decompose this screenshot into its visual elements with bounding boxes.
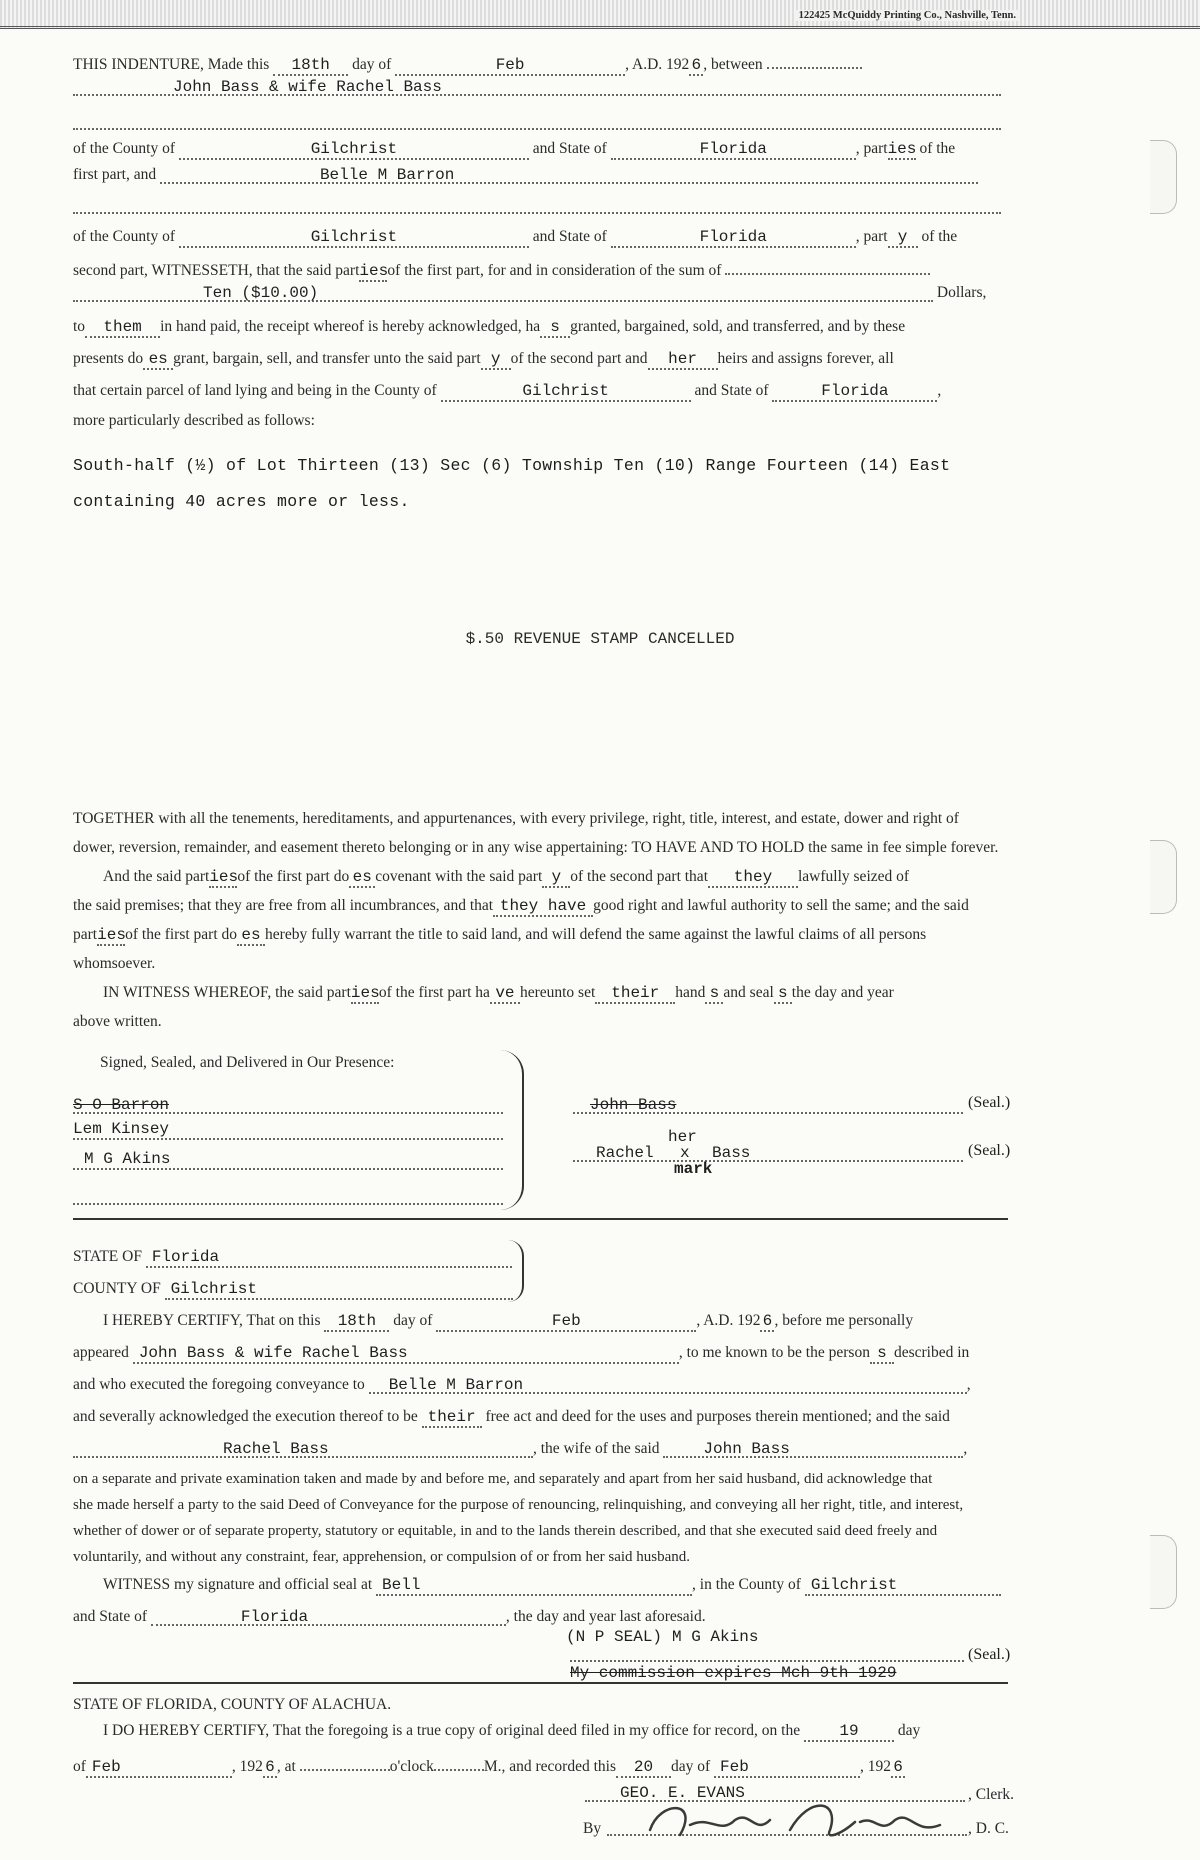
printer-imprint: 122425 McQuiddy Printing Co., Nashville, Tenn. <box>795 10 1020 21</box>
notary-signature: M G Akins <box>672 1628 759 1646</box>
ack-wife: Rachel Bass <box>73 1441 533 1458</box>
ack-husband: John Bass <box>663 1441 963 1458</box>
parcel-line: that certain parcel of land lying and being in the County of Gilchrist and State of Florida , <box>73 382 942 400</box>
grantee: Belle M Barron <box>160 167 978 184</box>
indenture-date-line: THIS INDENTURE, Made this 18th day of Feb , A.D. 192 6 , between <box>73 50 1008 76</box>
witness-signature: M G Akins <box>84 1150 171 1168</box>
punch-hole <box>1150 840 1177 914</box>
indenture-year: 6 <box>689 57 703 76</box>
ack-certify-line: I HEREBY CERTIFY, That on this 18th day of Feb , A.D. 192 6 , before me personally <box>103 1312 914 1330</box>
punch-hole <box>1150 1535 1177 1609</box>
ack-state-day-line: and State of Florida , the day and year last aforesaid. <box>73 1608 706 1626</box>
ack-county-line: COUNTY OF Gilchrist <box>73 1280 1008 1300</box>
ack-wife-line: Rachel Bass , the wife of the said John Bass , <box>73 1440 1008 1458</box>
second-party-county-line: of the County of Gilchrist and State of Florida , part y of the <box>73 228 958 246</box>
ack-state-line: STATE OF Florida <box>73 1248 1008 1268</box>
revenue-stamp-note: $.50 REVENUE STAMP CANCELLED <box>465 630 735 648</box>
sum-line: Ten ($10.00) Dollars, <box>73 284 1008 302</box>
ack-appeared-line: appeared John Bass & wife Rachel Bass , to me known to be the person s described in <box>73 1344 970 1362</box>
ack-witness-line: WITNESS my signature and official seal at Bell , in the County of Gilchrist <box>103 1576 1008 1596</box>
notary-commission: My commission expires Mch 9th 1929 <box>570 1664 897 1682</box>
section-divider <box>73 1218 1008 1220</box>
deputy-clerk-signature <box>640 1790 960 1850</box>
clerk-name: GEO. E. EVANS <box>620 1784 745 1802</box>
grantee-line: first part, and Belle M Barron <box>73 166 1008 184</box>
grantors-line <box>73 78 1008 96</box>
recording-date-line: of Feb , 192 6 , at o'clock M., and recorded this 20 day of Feb , 192 6 <box>73 1752 1008 1778</box>
described-line: more particularly described as follows: <box>73 412 315 429</box>
legal-description <box>73 448 1008 520</box>
witness-signature: Lem Kinsey <box>73 1120 170 1138</box>
receipt-line: to them in hand paid, the receipt whereof is hereby acknowledged, ha s granted, bargained, sold, and transferred, and by these <box>73 318 906 336</box>
consideration-sum: Ten ($10.00) <box>73 285 933 302</box>
ack-executed-line: and who executed the foregoing conveyance to Belle M Barron , <box>73 1376 971 1394</box>
ack-grantee: Belle M Barron <box>369 1377 967 1394</box>
signature-brace <box>500 1050 524 1210</box>
first-party-county-line: of the County of Gilchrist and State of Florida , parties of the <box>73 140 956 158</box>
notary-seal-mark: (N P SEAL) <box>566 1628 663 1646</box>
legal-description-line: South-half (½) of Lot Thirteen (13) Sec (6) Township Ten (10) Range Fourteen (14) East <box>73 456 951 475</box>
ack-place: Bell <box>376 1577 692 1596</box>
legal-description-line: containing 40 acres more or less. <box>73 492 410 511</box>
parcel-state: Florida <box>772 383 937 402</box>
page-top-border <box>0 0 1200 29</box>
recording-heading: STATE OF FLORIDA, COUNTY OF ALACHUA. <box>73 1696 392 1713</box>
punch-hole <box>1150 140 1177 214</box>
grantor-signature: John Bass <box>590 1096 677 1114</box>
grantor-signature: Rachel <box>596 1144 654 1162</box>
ack-state: Florida <box>146 1249 512 1268</box>
signed-sealed-label: Signed, Sealed, and Delivered in Our Presence: <box>100 1054 395 1071</box>
second-party-county: Gilchrist <box>179 229 529 248</box>
ack-examination-text: on a separate and private examination taken and made by and before me, and separately and apart from her said husband, did acknowledge that she made herself a party to the said Deed of Conveyance for the purpose of renouncing, relinquishing, and conveying all her right, title, and interest, whether of dower or of separate property, statutory or equitable, in and to the lands therein described, and that she executed said deed freely and voluntarily, and without any constraint, fear, apprehension, or compulsion of or from her said husband. <box>73 1471 964 1565</box>
witness-signature: S O Barron <box>73 1096 170 1114</box>
ack-persons: John Bass & wife Rachel Bass <box>133 1345 679 1364</box>
parcel-county: Gilchrist <box>441 383 691 402</box>
first-party-state: Florida <box>611 141 856 160</box>
deed-page: 122425 McQuiddy Printing Co., Nashville, Tenn. THIS INDENTURE, Made this 18th day of Feb , A.D. 192 6 , between John Bass & wife Rachel Bass of the County of Gilchrist and State of Florida , parties of the first part, and Belle M Barron of the County of Gilchrist and State of Florida , part y of the second part, WITNESSETH, that the said partiesof the first part, for and in consideration of the sum of Ten ($10.00) Dollars, to them in hand paid, the receipt whereof is hereby acknowledged, ha s granted, bargained, sold, and transferred, and by these presents do es grant, bargain, sell, and transfer unto the said part y of the second part and her heirs and assigns forever, all that certain parcel of land lying and being in the County of Gilchrist and State of Florida , more particularly described as follows: South-half (½) of Lot Thirteen (13) Sec (6) Township Ten (10) Range Fourteen (14) East containing 40 acres more or less. $.50 REVENUE STAMP CANCELLED TOGETHER with all the tenements, hereditaments, and appurtenances, with every privilege, right, title, interest, and estate, dower and right of dower, reversion, remainder, and easement thereto belonging or in any wise appertaining: TO HAVE AND TO HOLD the same in fee simple forever. And the said partiesof the first part do es covenant with the said part y of the second part that they lawfully seized of the said premises; that they are free from all incumbrances, and that they have good right and lawful authority to sell the same; and the said partiesof the first part do es hereby fully warrant the title to said land, and will defend the same against the lawful claims of all persons whomsoever. IN WITNESS WHEREOF, the said partiesof the first part ha ve hereunto set their hand s and seal s the day and year above written. Signed, Sealed, and Delivered in Our Presence: S O Barron Lem Kinsey M G Akins John Bass (Seal.) her Rachel x Bass mark (Seal.) STATE OF Florida COUNTY OF Gilchrist I HEREBY CERTIFY, That on this 18th day of Feb , A.D. 192 6 , before me personally appeared John Bass & wife Rachel Bass , to me known to be the person s described in and who executed the foregoing conveyance to Belle M Barron , and severally acknowledged the execution thereof to be their free act and deed for the uses and purposes therein mentioned; and the said Rachel Bass , the wife of the said John Bass , on a separate and private examination taken and made by and before me, and separately and apart from her said husband, did acknowledge that she made herself a party to the said Deed of Conveyance for the purpose of renouncing, relinquishing, and conveying all her right, title, and interest, whether of dower or of separate property, statutory or equitable, in and to the lands therein described, and that she executed said deed freely and voluntarily, and without any constraint, fear, apprehension, or compulsion of or from her said husband. WITNESS my signature and official seal at Bell , in the County of Gilchrist and State of Florida , the day and year last aforesaid. (N P SEAL) M G Akins (Seal.) My commission expires Mch 9th 1929 STATE OF FLORIDA, COUNTY OF ALACHUA. I DO HEREBY CERTIFY, That the foregoing is a true copy of original deed filed in my office for record, on the 19 day of Feb , 192 6 , at o'clock M., and recorded this 20 day of Feb , 192 6 GEO. E. EVANS , Clerk. By , D. C. <box>0 0 1200 1860</box>
ack-county: Gilchrist <box>165 1281 513 1300</box>
habendum-clause: TOGETHER with all the tenements, hereditaments, and appurtenances, with every privilege, right, title, interest, and estate, dower and right of dower, reversion, remainder, and easement thereto belonging or in any wise appertaining: TO HAVE AND TO HOLD the same in fee simple forever. And the said partiesof the first part do es covenant with the said part y of the second part that they lawfully seized of the said premises; that they are free from all incumbrances, and that they have good right and lawful authority to sell the same; and the said partiesof the first part do es hereby fully warrant the title to said land, and will defend the same against the lawful claims of all persons whomsoever. IN WITNESS WHEREOF, the said partiesof the first part ha ve hereunto set their hand s and seal s the day and year above written. <box>73 810 999 1030</box>
indenture-day: 18th <box>273 57 348 76</box>
grantor-mark: x <box>680 1144 690 1162</box>
ack-severally-line: and severally acknowledged the execution thereof to be their free act and deed for the uses and purposes therein mentioned; and the said <box>73 1408 950 1426</box>
consideration-line: second part, WITNESSETH, that the said partiesof the first part, for and in consideration of the sum of <box>73 256 1008 282</box>
first-party-county: Gilchrist <box>179 141 529 160</box>
second-party-state: Florida <box>611 229 856 248</box>
presents-line: presents do es grant, bargain, sell, and transfer unto the said part y of the second part and her heirs and assigns forever, all <box>73 350 894 368</box>
indenture-month: Feb <box>395 57 625 76</box>
grantors: John Bass & wife Rachel Bass <box>73 79 1001 96</box>
recording-certify-line: I DO HEREBY CERTIFY, That the foregoing is a true copy of original deed filed in my office for record, on the 19 day <box>103 1722 921 1740</box>
